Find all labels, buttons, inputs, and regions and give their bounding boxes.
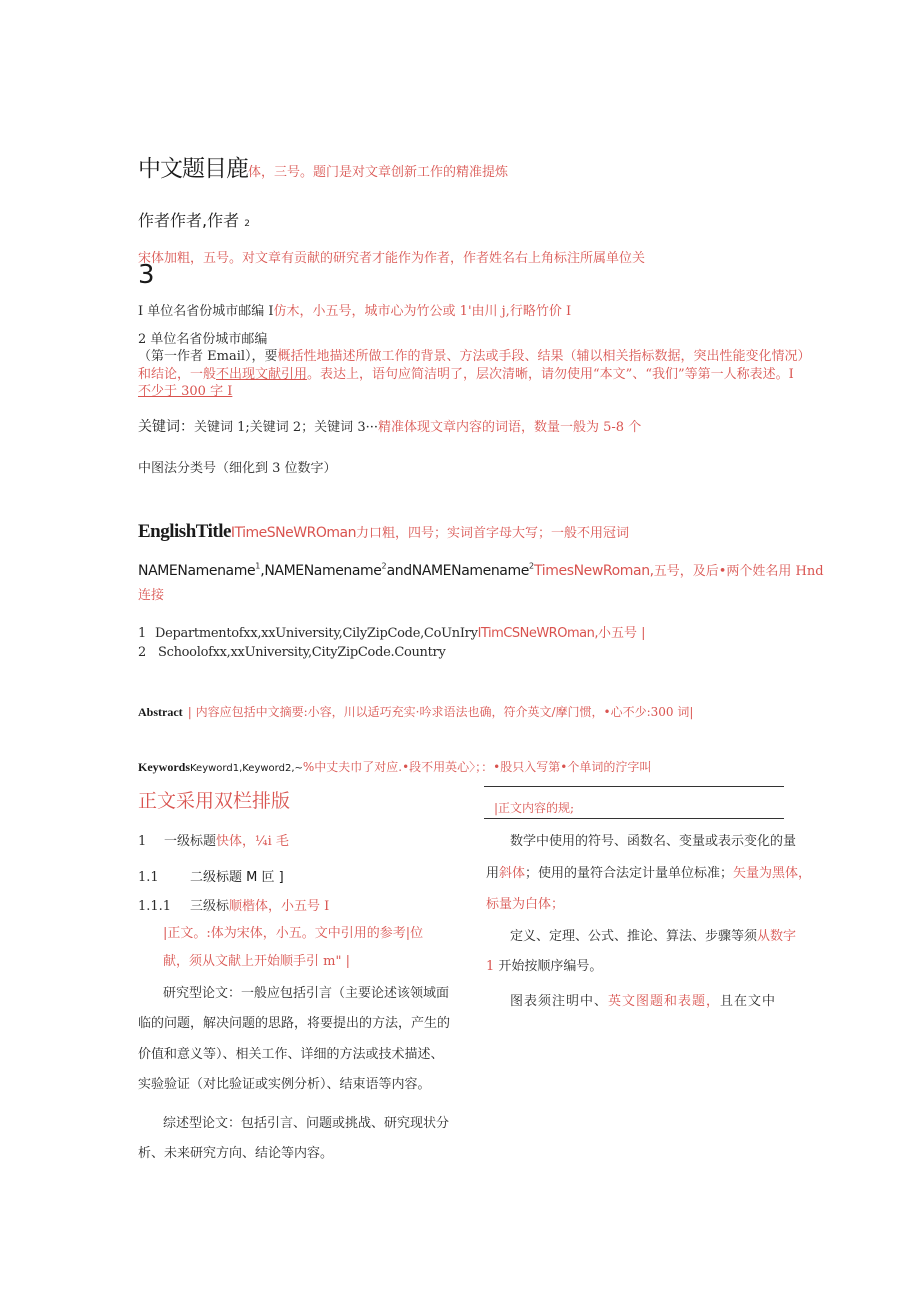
right-p2-text: 定义、定理、公式、推论、算法、步骤等须 [510,929,758,944]
right-p2-note: 从数字 [757,929,797,944]
english-author-3: andNAMENamename [386,563,529,579]
para1-line-1: 研究型论文：一般应包括引言（主要论述该领域面 [163,986,450,1001]
affiliation-line-1 [138,300,571,319]
para1-line-2: 临的问题，解决问题的思路，将要提出的方法，产生的 [138,1016,451,1031]
english-author-1: NAMENamename [138,563,256,579]
abstract-cn-note-1: 概括性地描述所做工作的背景、方法或手段、结果（辅以相关指标数据，突出性能变化情况） [277,349,811,364]
chinese-title-line [138,150,508,183]
abstract-cn-note-2b: 不出现文献引用 [216,367,308,382]
heading-level-2-num: 1.1 [138,870,159,885]
heading-level-3 [138,895,329,914]
keywords-cn-note: 精准体现文章内容的词语，数量一般为 5-8 个 [378,420,642,435]
english-affiliation-line-2 [138,645,446,660]
authors-note: 宋体加粗，五号。对文章有贡献的研究者才能作为作者，作者姓名右上角标注所属单位关 [138,251,646,266]
author-names: 作者作者,作者 [138,211,240,230]
english-abstract-note: | 内容应包括中文摘要:小容，川以适巧充实·吟求语法也确，符介英文/摩门惯，•心不少:300 词| [187,705,694,719]
right-p3-text-a: 图表须注明中、 [510,994,609,1009]
keywords-cn-line [138,416,641,436]
english-affiliation-2: Schoolofxx,xxUniversity,CityZipCode.Country [158,645,446,660]
english-keywords-note: %中丈夫巾了对应.•段不用英心〉；：•股只入写第•个单词的泞字叫 [302,760,652,774]
english-author-1-sup: 1 [255,561,261,571]
heading-level-3-note: 顺楷体，小五号 I [229,899,330,914]
right-p2-number: 1 [486,959,495,974]
abstract-cn-note-2a: 和结论，一般 [138,367,217,382]
english-affiliation-1: Departmentofxx,xxUniversity,CilyZipCode,CoUnIry [155,626,478,641]
english-affiliation-line-1 [138,622,645,641]
clc-number: 中图法分类号（细化到 3 位数字） [138,461,337,476]
abstract-cn-line-1 [138,345,811,364]
abstract-cn-line-3: 不少于 300 字 I [138,384,233,399]
affiliation-1-note: 仿木，小五号，城市心为竹公或 1'由川 j,行略竹价 I [273,304,572,319]
abstract-cn-note-2c: 。表达上，语句应简洁明了，层次清晰，请勿使用“本文”、“我们”等第一人称表述。I [307,367,794,382]
english-keywords-label: Keywords [138,760,190,774]
right-p3-text-b: 且在文中 [720,994,777,1009]
right-p3-line-1 [510,990,776,1009]
chinese-title: 中文题目鹿 [138,156,248,182]
para1-line-3: 价值和意义等）、相关工作、详细的方法或技术描述、 [138,1047,444,1062]
english-affiliation-1-note: 小五号 | [597,626,646,641]
english-affiliation-1-font-note: ITimCSNeWROman, [477,626,598,641]
english-keywords-values: Keyword1,Keyword2,~ [190,763,303,774]
author-sup: 2 [244,219,250,229]
heading-level-1 [138,830,289,849]
english-title-font-note: ITimeSNeWROman [230,525,356,541]
heading-level-1-note: 快体，¼i 毛 [216,834,289,849]
right-p1-line-2 [486,862,811,881]
heading-level-3-num: 1.1.1 [138,899,172,914]
heading-level-2-text: 二级标题 M 叵 ] [190,870,284,885]
chinese-title-note: 体，三号。题门是对文章创新工作的精准提炼 [248,165,509,180]
english-author-3-sup: 2 [528,561,535,571]
english-authors-font-note: TimesNewRoman, [534,563,654,579]
right-column-boxed-label: |正文内容的规; [494,801,575,815]
english-author-2: ,NAMENamename [260,563,382,579]
english-abstract-label: Abstract [138,705,183,719]
english-affiliation-2-num: 2 [138,645,147,660]
reference-note-line-2: 献，须从文献上开始顺手引 m" | [163,954,350,969]
heading-level-1-num: 1 [138,834,147,849]
keywords-cn-values: 关键词 1;关键词 2；关键词 3··· [194,420,378,435]
heading-level-2 [138,866,284,885]
para1-line-4: 实验验证（对比验证或实例分析）、结束语等内容。 [138,1077,431,1092]
right-p2-line-2 [486,955,602,974]
heading-level-3-text: 三级标 [190,899,230,914]
english-authors-note: 五号，及后•两个姓名用 Hnd [653,564,824,579]
right-p1-line-3: 标量为白体； [486,897,565,912]
right-p1-vector-note: 矢量为黑体， [733,866,812,881]
reference-note-line-1: |正文。:体为宋体，小五。文中引用的参考|位 [163,926,424,941]
english-authors-note-line-2: 连接 [138,588,165,603]
right-p3-note: 英文图题和表题， [608,994,721,1009]
para2-line-1: 综述型论文：包括引言、问题或挑战、研究现状分 [163,1116,450,1131]
body-heading: 正文采用双栏排版 [138,790,291,812]
english-authors-line [138,560,824,579]
right-column-bottom-rule [484,818,784,819]
english-abstract-line [138,701,693,720]
english-title-note: 力口粗，四号；实词首字母大写；一般不用冠词 [355,526,629,541]
affiliation-line-2: 2 单位名省份城市邮编 [138,332,268,347]
abstract-cn-email: （第一作者 Email），要 [138,349,278,364]
english-affiliation-1-num: 1 [138,626,147,641]
english-keywords-line [138,756,651,775]
english-title-line [138,521,629,543]
right-p1-line-1: 数学中使用的符号、函数名、变量或表示变化的量 [510,834,797,849]
heading-level-1-text: 一级标题 [164,834,217,849]
affiliation-1: I 单位名省份城市邮编 I [138,304,274,319]
right-p1-use: 用 [486,866,500,881]
para2-line-2: 析、未来研究方向、结论等内容。 [138,1146,334,1161]
right-p1-units: ；使用的量符合法定计量单位标准； [525,866,734,881]
authors-big-number: 3 [138,260,155,290]
right-column-top-rule [484,786,784,787]
right-p2-line-1 [510,925,796,944]
right-p2-order: 开始按顺序编号。 [494,959,603,974]
authors-line [138,208,250,231]
english-title: EnglishTitle [138,521,231,542]
abstract-cn-line-2 [138,363,794,382]
english-author-2-sup: 2 [381,561,387,571]
right-p1-italic-note: 斜体 [499,866,526,881]
keywords-cn-label: 关键词： [138,419,194,435]
